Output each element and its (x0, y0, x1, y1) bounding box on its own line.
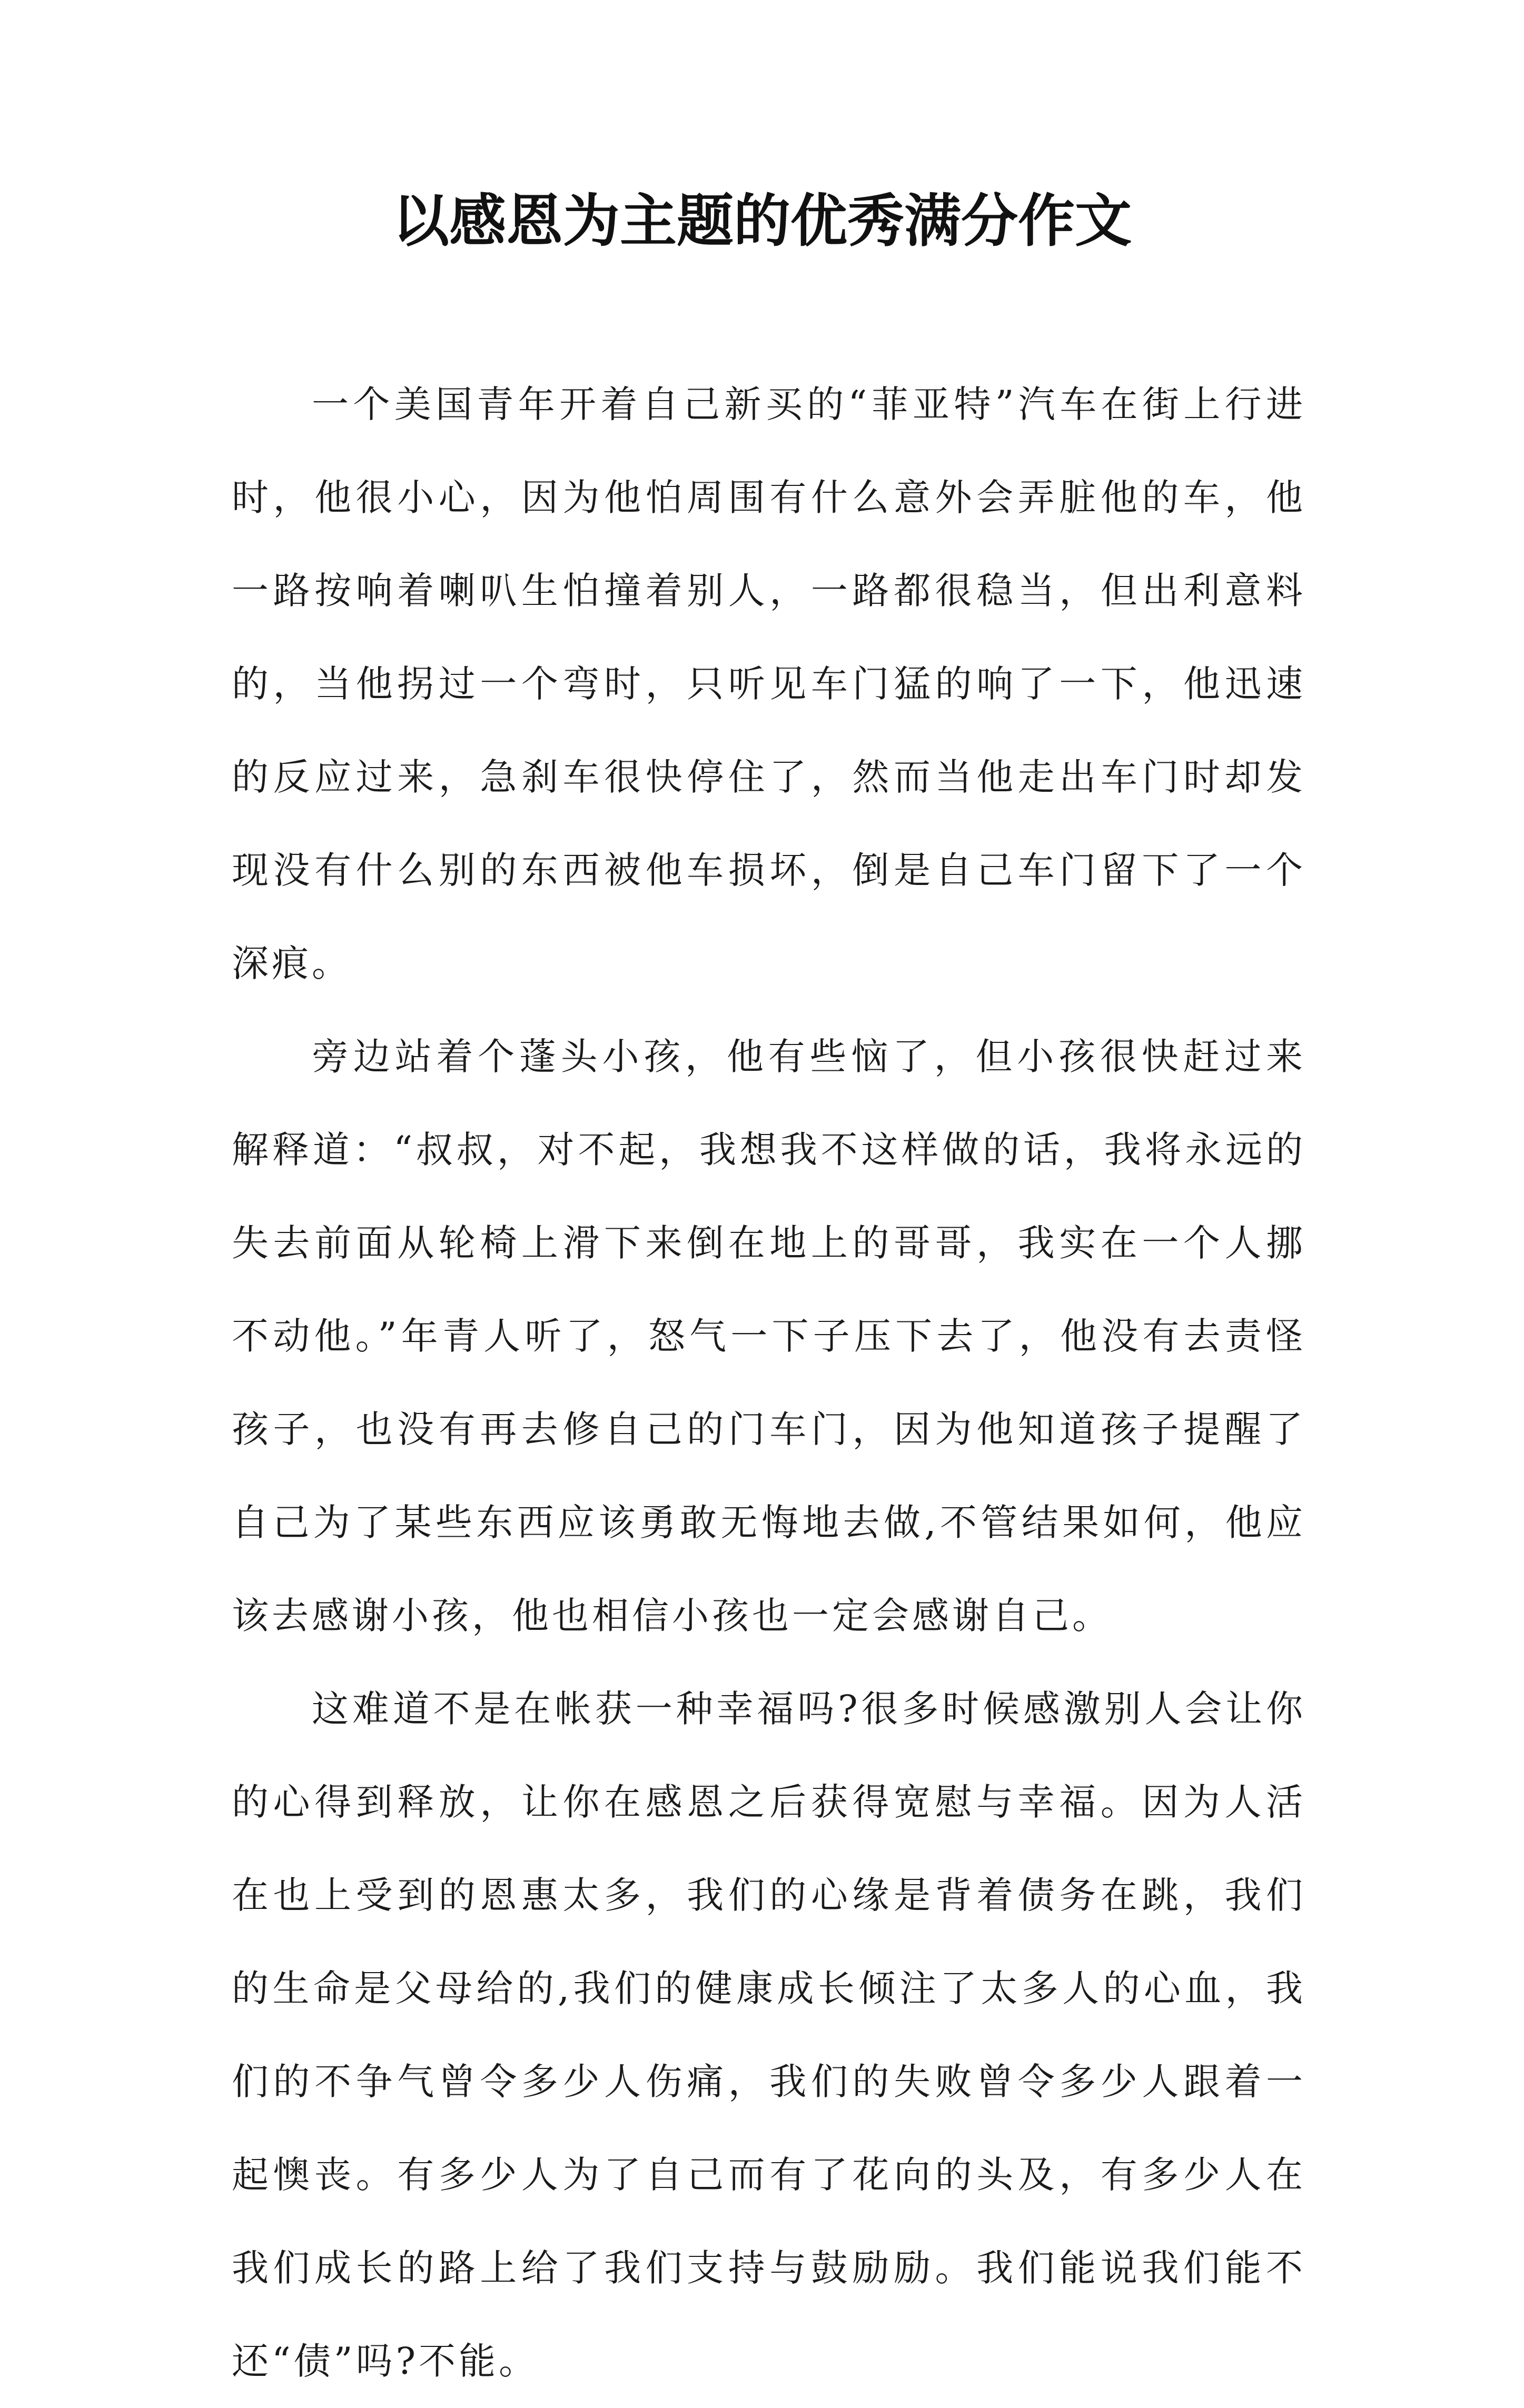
document-body (232, 358, 1306, 2408)
paragraph: 一个美国青年开着自己新买的“菲亚特”汽车在街上行进时，他很小心，因为他怕周围有什么意外会弄脏他的车，他一路按响着喇叭生怕撞着别人，一路都很稳当，但出利意料的，当他拐过一个弯时，只听见车门猛的响了一下，他迅速的反应过来，急刹车很快停住了，然而当他走出车门时却发现没有什么别的东西被他车损坏，倒是自己车门留下了一个深痕。 (232, 383, 1306, 985)
paragraph: 这难道不是在帐获一种幸福吗?很多时候感激别人会让你的心得到释放，让你在感恩之后获得宽慰与幸福。因为人活在也上受到的恩惠太多，我们的心缘是背着债务在跳，我们的生命是父母给的,我们的健康成长倾注了太多人的心血，我们的不争气曾令多少人伤痛，我们的失败曾令多少人跟着一起懊丧。有多少人为了自己而有了花向的头及，有多少人在我们成长的路上给了我们支持与鼓励励。我们能说我们能不还“债”吗?不能。 (232, 1687, 1306, 2383)
paragraph: 旁边站着个蓬头小孩，他有些恼了，但小孩很快赶过来解释道：“叔叔，对不起，我想我不这样做的话，我将永远的失去前面从轮椅上滑下来倒在地上的哥哥，我实在一个人挪不动他。”年青人听了，怒气一下子压下去了，他没有去责怪孩子，也没有再去修自己的门车门，因为他知道孩子提醒了自己为了某些东西应该勇敢无悔地去做,不管结果如何，他应该去感谢小孩，他也相信小孩也一定会感谢自己。 (232, 1035, 1306, 1637)
document-title: 以感恩为主题的优秀满分作文 (392, 188, 1132, 254)
